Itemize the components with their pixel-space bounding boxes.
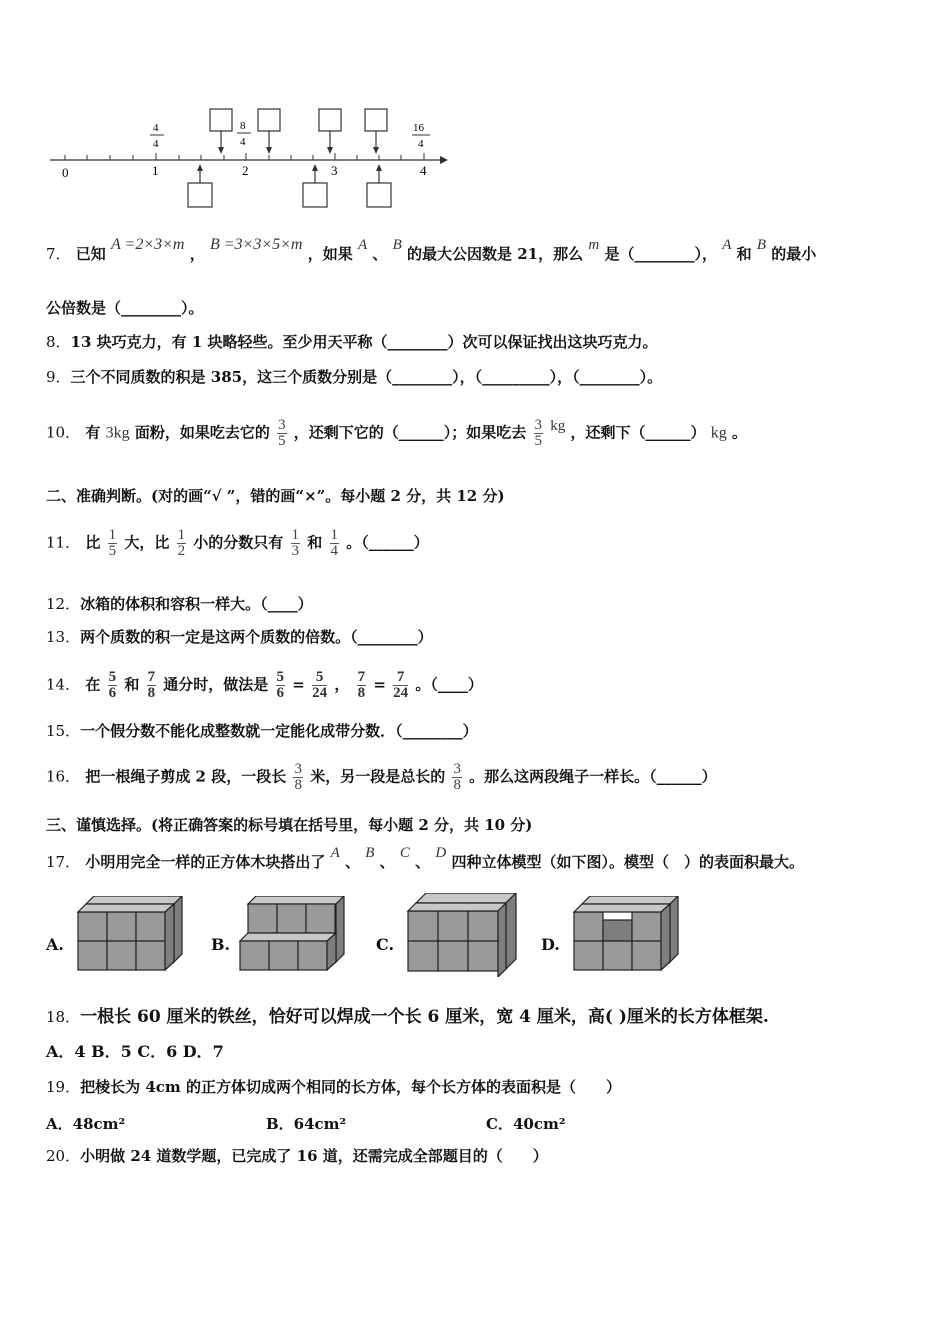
cube-model-c bbox=[406, 893, 521, 977]
fraction-3-5-kg: $\frac{3}{5}$ bbox=[534, 417, 543, 449]
tick-label-4: 4 bbox=[420, 163, 427, 178]
number-line-figure bbox=[40, 105, 460, 215]
question-11: 11． 比 $\frac{1}{5}$ 大，比 $\frac{1}{2}$ 小的分数只有 $\frac{1}{3}$ 和 $\frac{1}{4}$ 。（______） bbox=[46, 527, 429, 559]
cube-model-b bbox=[238, 896, 348, 976]
frac-label-16-4-num: 16 bbox=[413, 122, 424, 134]
figure-label-a: A. bbox=[46, 935, 64, 954]
question-16: 16． 把一根绳子剪成 2 段，一段长 $\frac{3}{8}$ 米，另一段是总长的 $\frac{3}{8}$ 。那么这两段绳子一样长。（______） bbox=[46, 761, 717, 793]
tick-label-2: 2 bbox=[242, 163, 249, 178]
question-10: 10． 有 3kg 面粉，如果吃去它的 $\frac{3}{5}$ ，还剩下它的（______）；如果吃去 $\frac{3}{5}$ kg ，还剩下（______） kg 。 bbox=[46, 417, 748, 449]
question-13: 13．两个质数的积一定是这两个质数的倍数。（________） bbox=[46, 628, 433, 646]
question-8: 8．13 块巧克力，有 1 块略轻些。至少用天平称（________）次可以保证找出这块巧克力。 bbox=[46, 333, 658, 351]
cube-model-a bbox=[76, 896, 186, 976]
frac-label-8-4-den: 4 bbox=[240, 136, 246, 148]
number-line-arrow bbox=[440, 156, 448, 164]
answer-boxes-top bbox=[210, 109, 387, 151]
frac-label-4-4-den: 4 bbox=[153, 138, 159, 150]
expr-b: B =3×3×5×m bbox=[209, 236, 303, 253]
figure-label-c: C. bbox=[376, 935, 395, 954]
question-12: 12．冰箱的体积和容积一样大。（____） bbox=[46, 595, 313, 613]
question-18-choices: A．4 B．5 C．6 D．7 bbox=[46, 1042, 224, 1061]
number-line-ticks bbox=[65, 153, 424, 160]
tick-label-3: 3 bbox=[331, 163, 338, 178]
question-15: 15．一个假分数不能化成整数就一定能化成带分数．（________） bbox=[46, 722, 478, 740]
tick-label-0: 0 bbox=[62, 165, 69, 180]
question-19: 19．把棱长为 4cm 的正方体切成两个相同的长方体，每个长方体的表面积是（ ） bbox=[46, 1078, 621, 1096]
section-2-title: 二、准确判断。(对的画“√ ”，错的画“×”。每小题 2 分，共 12 分) bbox=[46, 487, 505, 505]
figure-label-b: B. bbox=[211, 935, 231, 954]
tick-label-1: 1 bbox=[152, 163, 159, 178]
fraction-3-5: $\frac{3}{5}$ bbox=[278, 417, 286, 449]
figure-label-d: D. bbox=[541, 935, 560, 954]
cube-model-d bbox=[572, 896, 682, 976]
question-17: 17． 小明用完全一样的正方体木块搭出了 A 、 B 、 C 、 D 四种立体模型（如下图）。模型（ ）的表面积最大。 bbox=[46, 845, 804, 871]
question-7: 7． 已知 A =2×3×m ， B =3×3×5×m ，如果 A 、 B 的最大公因数是 21，那么 m 是（________）， A 和 B 的最小 bbox=[46, 236, 817, 263]
question-18: 18．一根长 60 厘米的铁丝，恰好可以焊成一个长 6 厘米，宽 4 厘米，高( )厘米的长方体框架. bbox=[46, 1007, 769, 1027]
q19-choice-c: C．40cm² bbox=[486, 1115, 566, 1133]
q19-choice-a: A．48cm² bbox=[46, 1115, 126, 1133]
section-3-title: 三、谨慎选择。(将正确答案的标号填在括号里，每小题 2 分，共 10 分) bbox=[46, 816, 533, 834]
question-20: 20．小明做 24 道数学题，已完成了 16 道，还需完成全部题目的（ ） bbox=[46, 1147, 548, 1165]
frac-label-4-4-num: 4 bbox=[153, 122, 159, 134]
frac-label-16-4-den: 4 bbox=[418, 138, 424, 150]
frac-label-8-4-num: 8 bbox=[240, 120, 246, 132]
expr-a: A =2×3×m bbox=[111, 236, 185, 253]
q19-choice-b: B．64cm² bbox=[266, 1115, 347, 1133]
question-7-line2: 公倍数是（________）。 bbox=[46, 299, 204, 317]
answer-boxes-bottom bbox=[188, 167, 391, 207]
question-9: 9．三个不同质数的积是 385，这三个质数分别是（________），（_________），（________）。 bbox=[46, 368, 663, 386]
question-14: 14． 在 $\frac{5}{6}$ 和 $\frac{7}{8}$ 通分时，做法是 $\frac{5}{6}$ = $\frac{5}{24}$ ， $\frac{7}{8}$ = $\frac{7}{24}$ 。（____） bbox=[46, 669, 483, 701]
